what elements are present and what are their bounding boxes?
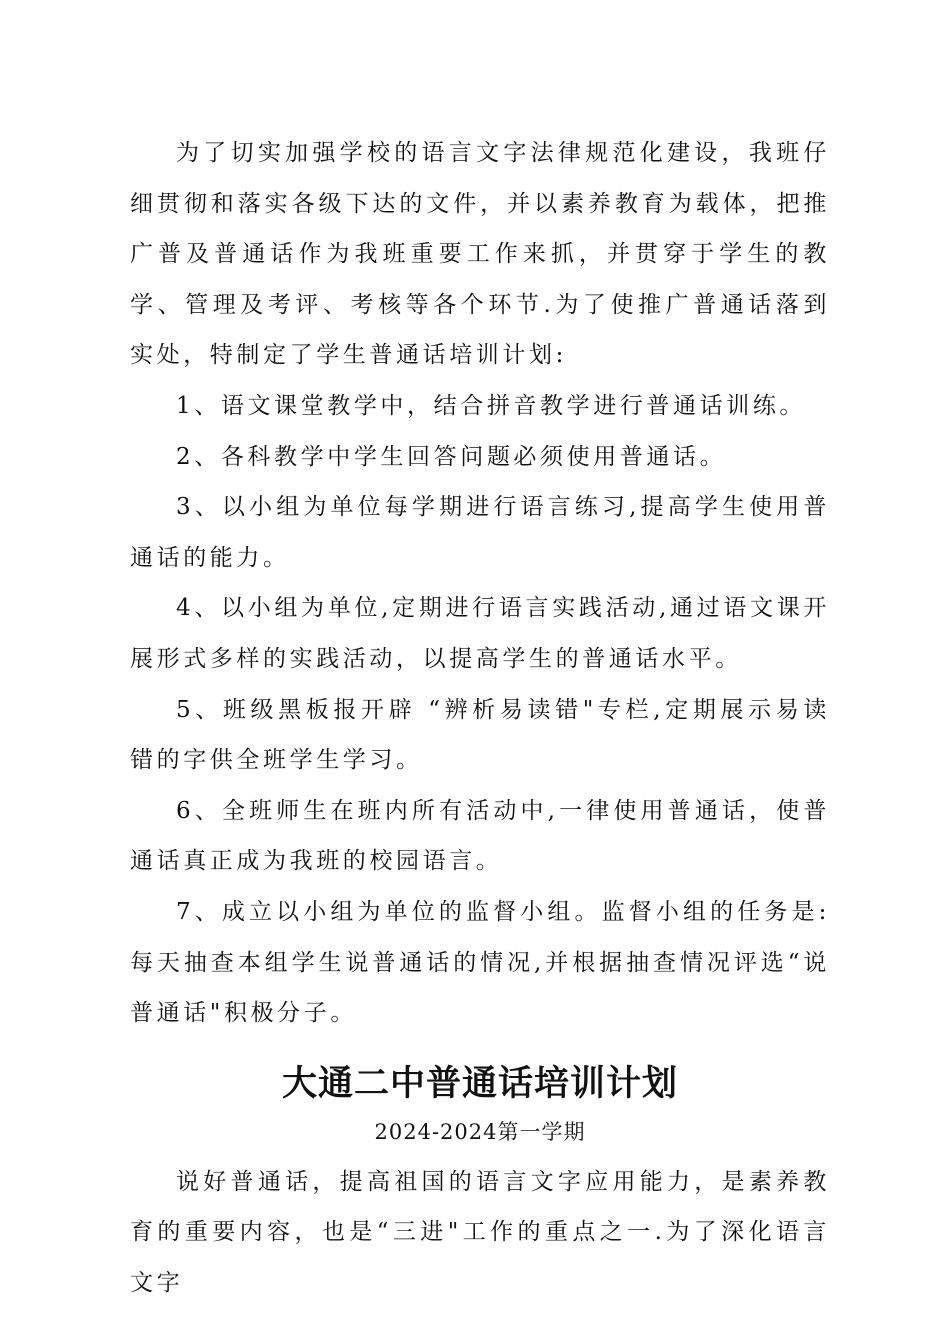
plan-item-7: 7、成立以小组为单位的监督小组。监督小组的任务是:每天抽查本组学生说普通话的情况,并根据抽查情况评选“说普通话"积极分子。 <box>130 898 830 1027</box>
second-plan-intro-paragraph: 说好普通话，提高祖国的语言文字应用能力，是素养教育的重要内容，也是“三进"工作的重点之一.为了深化语言文字 <box>130 1168 830 1296</box>
plan-item-1: 1、语文课堂教学中，结合拼音教学进行普通话训练。 <box>176 392 807 419</box>
plan-item-3: 3、以小组为单位每学期进行语言练习,提高学生使用普通话的能力。 <box>130 494 830 571</box>
document-title: 大通二中普通话培训计划 <box>281 1062 678 1104</box>
document-page <box>130 128 830 1308</box>
plan-item-6: 6、全班师生在班内所有活动中,一律使用普通话，使普通话真正成为我班的校园语言。 <box>130 797 830 875</box>
plan-item-2: 2、各科教学中学生回答问题必须使用普通话。 <box>176 443 727 470</box>
intro-paragraph: 为了切实加强学校的语言文字法律规范化建设，我班仔细贯彻和落实各级下达的文件，并以素养教育为载体，把推广普及普通话作为我班重要工作来抓，并贯穿于学生的教学、管理及考评、考核等各个环节.为了使推广普通话落到实处，特制定了学生普通话培训计划: <box>130 140 830 369</box>
plan-item-5: 5、班级黑板报开辟 “辨析易读错"专栏,定期展示易读错的字供全班学生学习。 <box>130 696 830 774</box>
document-subtitle: 2024-2024第一学期 <box>374 1119 586 1144</box>
plan-item-4: 4、以小组为单位,定期进行语言实践活动,通过语文课开展形式多样的实践活动，以提高学生的普通话水平。 <box>130 595 830 672</box>
